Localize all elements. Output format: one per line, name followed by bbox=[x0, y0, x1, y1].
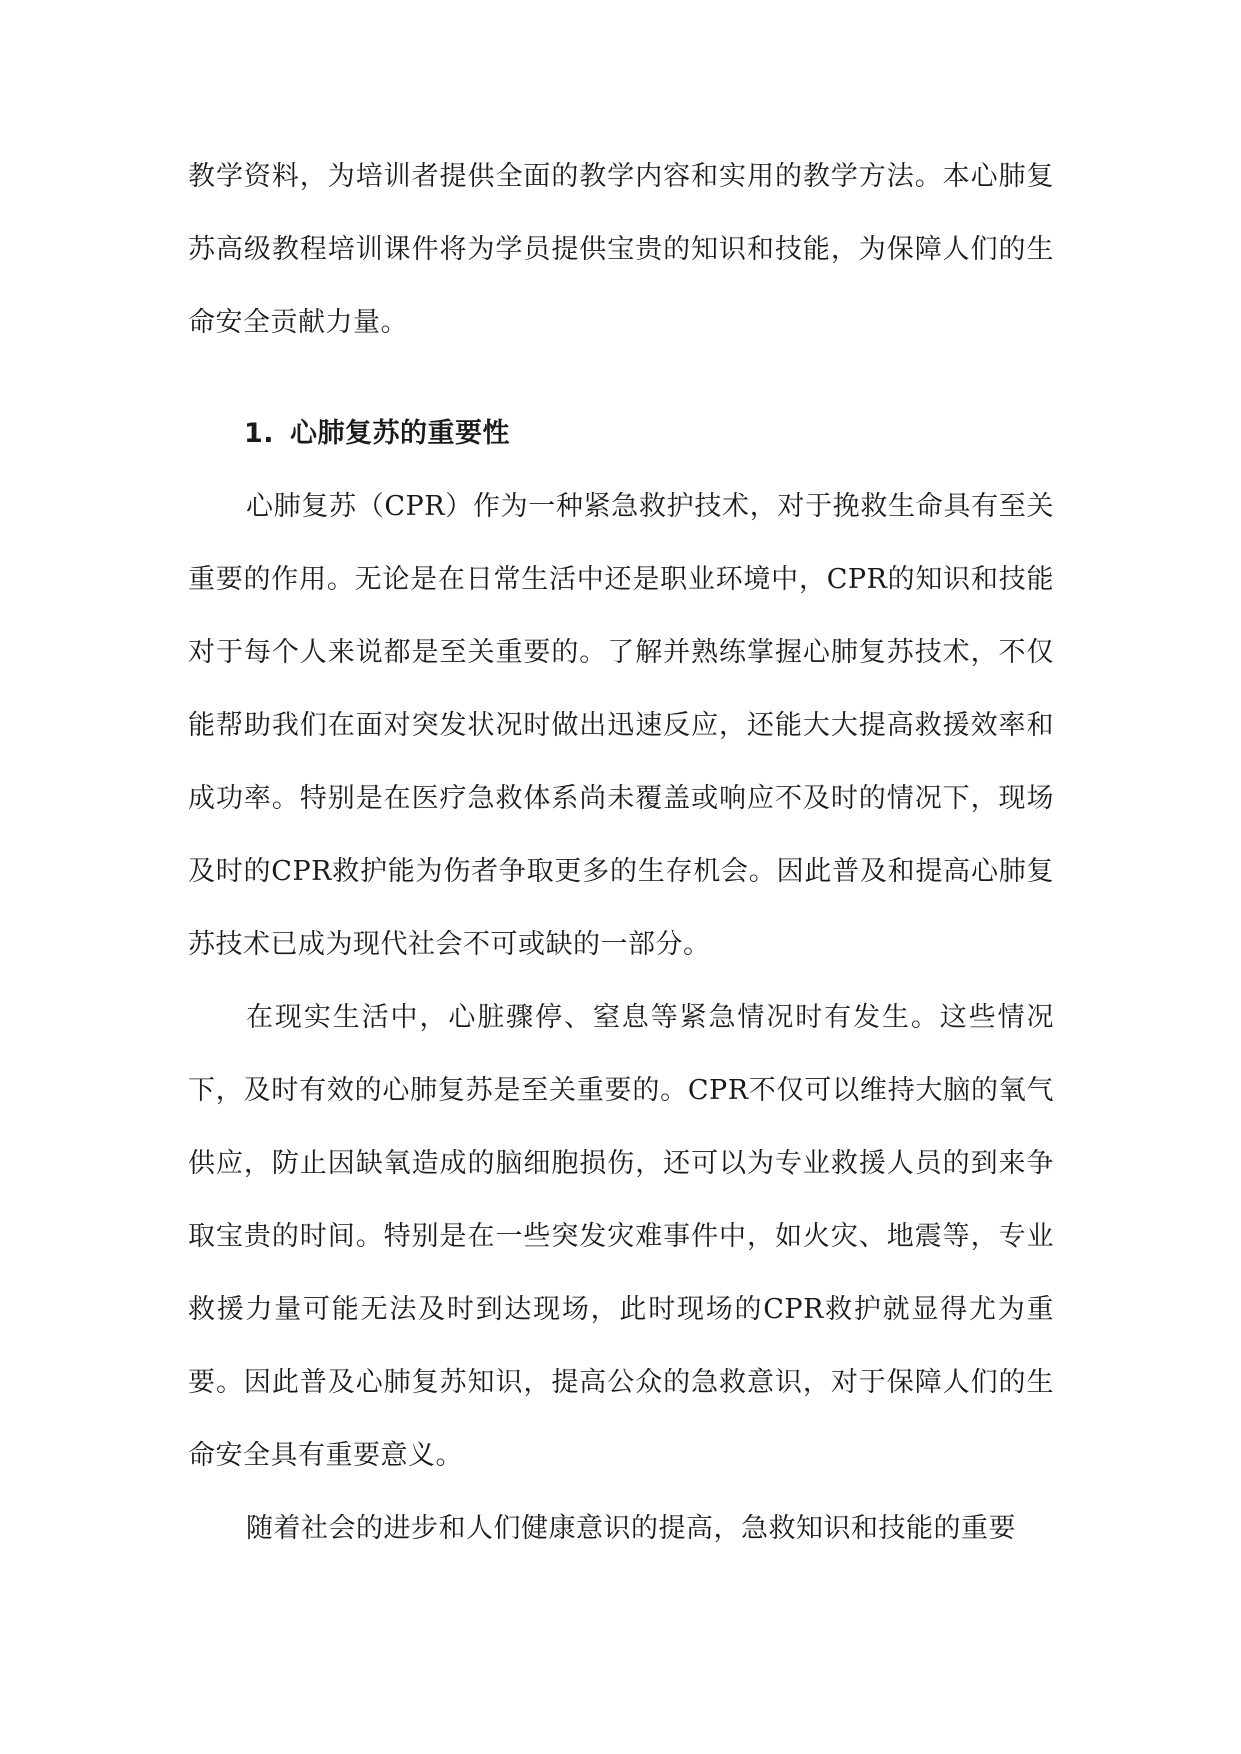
section-heading bbox=[188, 397, 1054, 470]
body-paragraph: 随着社会的进步和人们健康意识的提高，急救知识和技能的重要 bbox=[246, 1513, 1016, 1544]
section-title: 心肺复苏的重要性 bbox=[290, 418, 511, 449]
intro-paragraph: 教学资料，为培训者提供全面的教学内容和实用的教学方法。本心肺复苏高级教程培训课件将为学员提供宝贵的知识和技能，为保障人们的生命安全贡献力量。 bbox=[188, 161, 1054, 338]
section-number: 1. bbox=[244, 418, 275, 449]
document-body bbox=[188, 140, 1054, 1565]
body-paragraph: 心肺复苏（CPR）作为一种紧急救护技术，对于挽救生命具有至关重要的作用。无论是在日常生活中还是职业环境中，CPR的知识和技能对于每个人来说都是至关重要的。了解并熟练掌握心肺复苏技术，不仅能帮助我们在面对突发状况时做出迅速反应，还能大大提高救援效率和成功率。特别是在医疗急救体系尚未覆盖或响应不及时的情况下，现场及时的CPR救护能为伤者争取更多的生存机会。因此普及和提高心肺复苏技术已成为现代社会不可或缺的一部分。 bbox=[188, 491, 1054, 960]
body-paragraph: 在现实生活中，心脏骤停、窒息等紧急情况时有发生。这些情况下，及时有效的心肺复苏是至关重要的。CPR不仅可以维持大脑的氧气供应，防止因缺氧造成的脑细胞损伤，还可以为专业救援人员的到来争取宝贵的时间。特别是在一些突发灾难事件中，如火灾、地震等，专业救援力量可能无法及时到达现场，此时现场的CPR救护就显得尤为重要。因此普及心肺复苏知识，提高公众的急救意识，对于保障人们的生命安全具有重要意义。 bbox=[188, 1002, 1054, 1471]
